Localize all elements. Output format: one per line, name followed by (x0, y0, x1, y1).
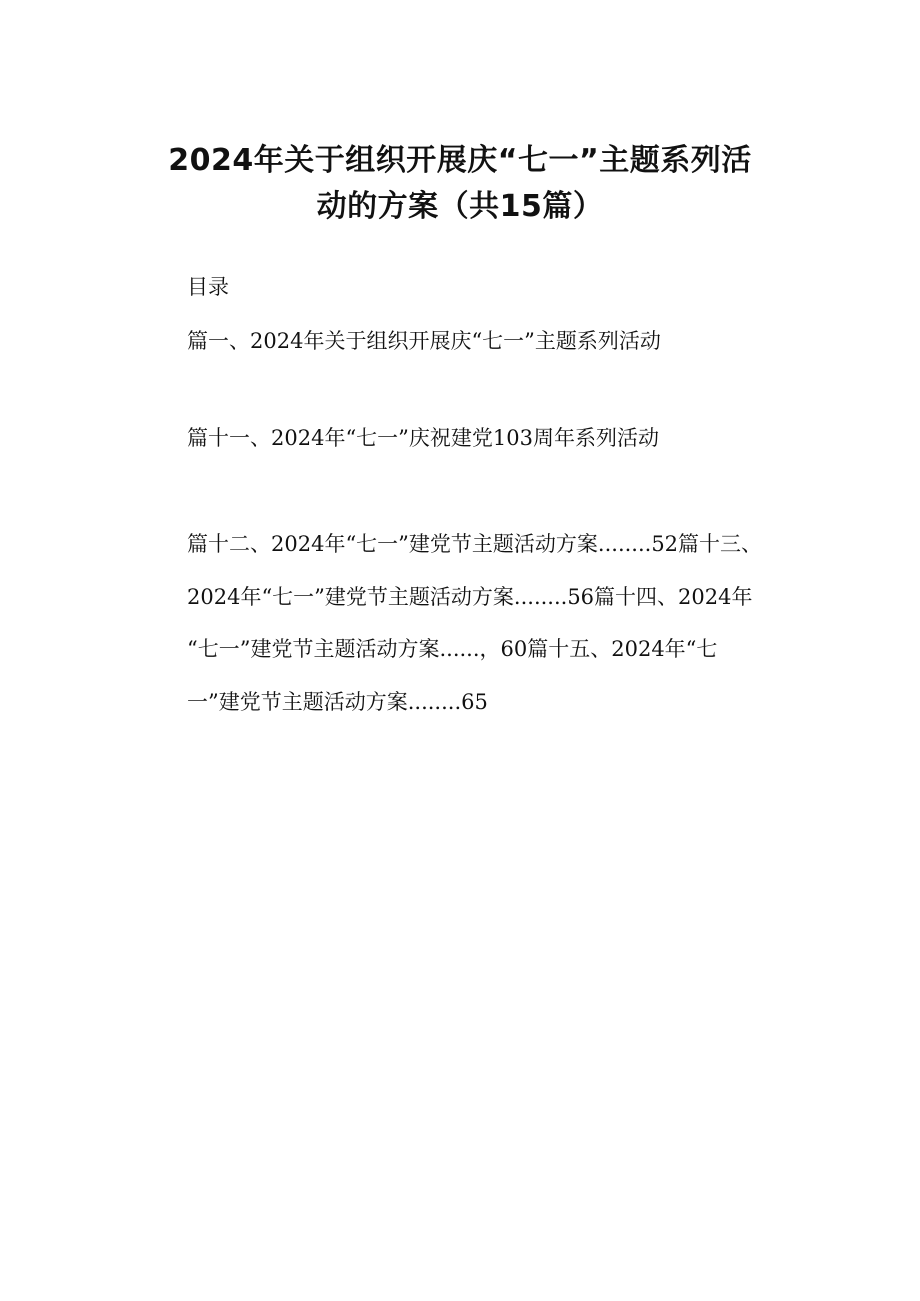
toc-block-line-1: 篇十二、2024年“七一”建党节主题活动方案........52篇十三、 (187, 532, 763, 556)
toc-block-line-3: “七一”建党节主题活动方案......，60篇十五、2024年“七 (187, 637, 718, 661)
toc-block-line-4: 一”建党节主题活动方案........65 (187, 689, 488, 714)
toc-block-line-2: 2024年“七一”建党节主题活动方案........56篇十四、2024年 (187, 584, 753, 609)
toc-entries-12-15 (187, 518, 787, 728)
toc-entry-11: 篇十一、2024年“七一”庆祝建党103周年系列活动 (187, 426, 659, 450)
document-title (0, 138, 920, 230)
toc-entry-1: 篇一、2024年关于组织开展庆“七一”主题系列活动 (187, 329, 661, 353)
title-line-1: 2024年关于组织开展庆“七一”主题系列活 (168, 143, 752, 178)
title-line-2: 动的方案（共15篇） (316, 189, 604, 224)
toc-heading: 目录 (187, 275, 229, 299)
